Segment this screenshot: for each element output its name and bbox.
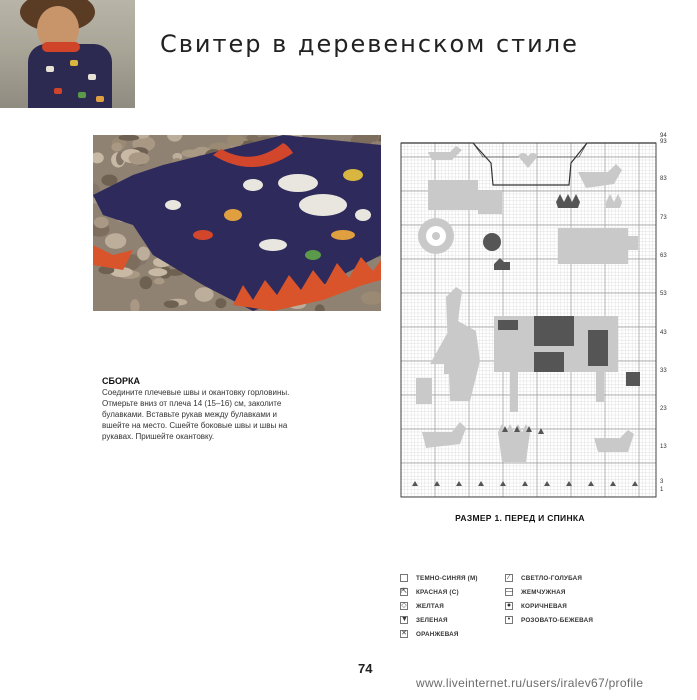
watermark-url: www.liveinternet.ru/users/iralev67/profile xyxy=(416,676,644,690)
legend-item xyxy=(400,587,459,597)
color-legend-right xyxy=(505,573,625,633)
legend-item xyxy=(400,573,478,583)
page-number: 74 xyxy=(358,661,373,676)
chart-row-label: 73 xyxy=(660,215,667,221)
chart-row-label: 13 xyxy=(660,444,667,450)
chart-row-label: 53 xyxy=(660,291,667,297)
legend-label: ЖЕЛТАЯ xyxy=(416,602,445,610)
legend-label: РОЗОВАТО-БЕЖЕВАЯ xyxy=(521,616,594,624)
legend-label: КРАСНАЯ (С) xyxy=(416,588,459,596)
legend-item xyxy=(505,615,593,625)
chart-row-label: 63 xyxy=(660,253,667,259)
legend-label: ОРАНЖЕВАЯ xyxy=(416,630,459,638)
legend-item xyxy=(505,573,582,583)
legend-symbol-icon: — xyxy=(506,588,513,595)
legend-symbol-icon: ✕ xyxy=(401,630,407,637)
legend-symbol-icon: ◇ xyxy=(401,602,407,609)
legend-label: СВЕТЛО-ГОЛУБАЯ xyxy=(521,574,583,582)
chart-row-label: 93 xyxy=(660,139,667,145)
legend-label: ЗЕЛЕНАЯ xyxy=(416,616,448,624)
chart-row-labels xyxy=(660,133,667,493)
knitting-chart xyxy=(398,132,688,502)
legend-symbol-icon xyxy=(400,574,408,582)
chart-caption: РАЗМЕР 1. ПЕРЕД И СПИНКА xyxy=(455,513,585,523)
assembly-instructions: Соедините плечевые швы и окантовку горловины. Отмерьте вниз от плеча 14 (15–16) см, заколите булавками. Вставьте рукав между булавками и вшейте на место. Сшейте боковые швы и швы на рукавах. Пришейте окантовку. xyxy=(102,388,290,441)
legend-item xyxy=(505,587,566,597)
chart-row-label: 94 xyxy=(660,133,667,139)
chart-row-label: 1 xyxy=(660,487,664,493)
legend-label: КОРИЧНЕВАЯ xyxy=(521,602,567,610)
legend-label: ТЕМНО-СИНЯЯ (М) xyxy=(416,574,478,582)
legend-symbol-icon: ▼ xyxy=(401,616,408,623)
legend-symbol-icon: ● xyxy=(506,602,512,609)
sweater-photo xyxy=(93,135,381,311)
chart-row-label: 23 xyxy=(660,406,667,412)
color-legend-left xyxy=(400,573,510,643)
chart-motifs xyxy=(412,146,640,486)
legend-item xyxy=(505,601,567,611)
legend-symbol-icon: ∕ xyxy=(505,574,513,582)
legend-item xyxy=(400,629,459,639)
chart-row-label: 33 xyxy=(660,368,667,374)
legend-item xyxy=(400,615,448,625)
chart-row-label: 43 xyxy=(660,330,667,336)
legend-label: ЖЕМЧУЖНАЯ xyxy=(521,588,566,596)
chart-row-label: 3 xyxy=(660,479,664,485)
assembly-heading: СБОРКА xyxy=(102,376,140,386)
chart-row-label: 83 xyxy=(660,176,667,182)
legend-item xyxy=(400,601,444,611)
legend-symbol-icon: ⇱ xyxy=(401,588,407,595)
child-photo xyxy=(0,0,135,108)
page-title: Свитер в деревенском стиле xyxy=(160,30,579,58)
legend-symbol-icon: • xyxy=(505,616,513,624)
